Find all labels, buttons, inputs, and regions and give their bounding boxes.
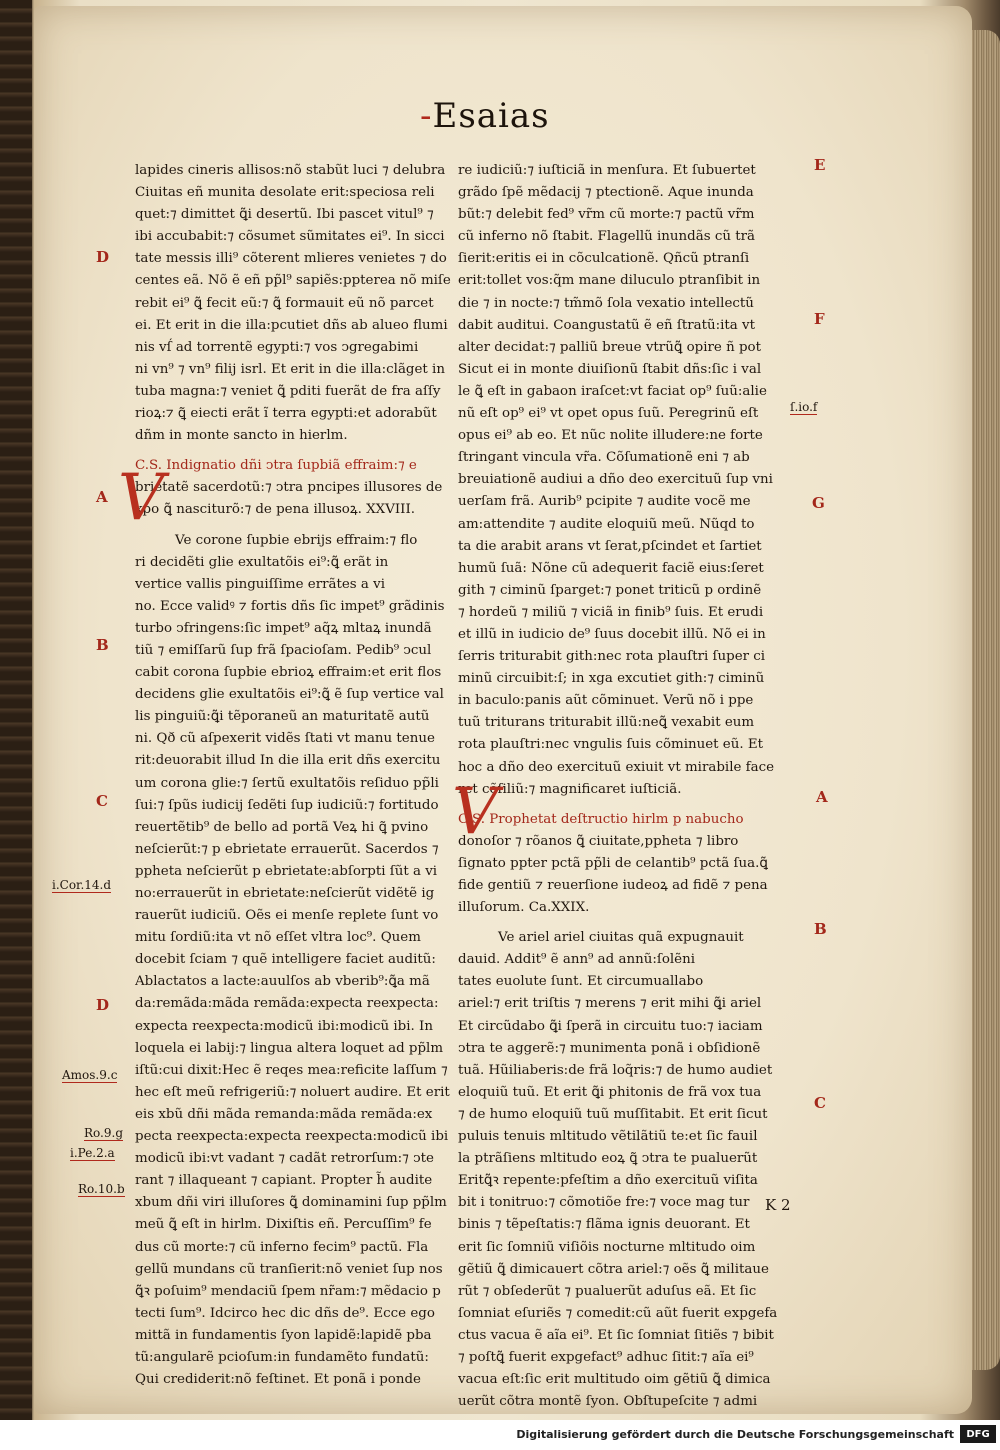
paragraph-gap — [458, 919, 788, 927]
text-line: ſerris triturabit gith:nec rota plauſtri ſuper ci — [458, 649, 766, 665]
text-line: ariel:⁊ erit triſtis ⁊ merens ⁊ erit mihi ꝗ̃i ariel — [458, 996, 762, 1012]
text-line: bũt:⁊ delebit fed⁹ vr̃m cũ morte:⁊ pactũ vr̃m — [458, 207, 755, 223]
text-line: no. Ecce validꝰ ⁊ fortis dñs ſic impet⁹ grãdinis — [135, 598, 445, 614]
text-line: Sicut ei in monte diuiſionũ ſtabit dñs:ſic i val — [458, 361, 762, 377]
facing-page-edge — [0, 0, 32, 1420]
text-line: tuũ triturans triturabit illũ:neꝗ̃ vexabit eum — [458, 715, 755, 731]
text-line: et illũ in iudicio de⁹ ſuus docebit illũ. Nõ ei in — [458, 626, 766, 642]
margin-letter: E — [814, 156, 826, 174]
text-line: nis vſ́ ad torrentẽ egypti:⁊ vos ↄgregabimi — [135, 339, 419, 355]
text-line: centes eã. Nõ ẽ eñ pp̃l⁹ sapiẽs:ppterea nõ miſe — [135, 273, 451, 289]
text-line: ⁊ poſtꝗ̃ fuerit expgefact⁹ adhuc ſitit:⁊ aĩa ei⁹ — [458, 1349, 754, 1365]
margin-letter: A — [96, 488, 108, 506]
text-line: erit ſic ſomniũ viſiõis nocturne mltitudo oim — [458, 1239, 756, 1255]
text-line: uerſam frã. Aurib⁹ pcipite ⁊ audite vocẽ me — [458, 494, 751, 510]
text-line: alter decidat:⁊ palliũ breue vtrũꝗ̃ opire ñ pot — [458, 339, 761, 355]
text-line: bit i tonitruo:⁊ cõmotiõe fre:⁊ voce mag tur — [458, 1195, 750, 1211]
paragraph-gap — [135, 522, 465, 530]
text-line: am:attendite ⁊ audite eloquiũ meũ. Nũqd to — [458, 516, 755, 532]
text-line: C.S. Indignatio dñi ↄtra ſupbiã effraim:⁊ e — [135, 458, 417, 474]
paragraph-gap — [135, 447, 465, 455]
text-line: mittã in fundamentis ſyon lapidẽ:lapidẽ pba — [135, 1327, 432, 1343]
margin-letter: A — [816, 788, 828, 806]
text-line: re iudiciũ:⁊ iuſticiã in menſura. Et ſubuertet — [458, 163, 756, 178]
text-line: ſui:⁊ ſpũs iudicij ſedẽti ſup iudiciũ:⁊ fortitudo — [135, 797, 439, 813]
text-line: ctus vacua ẽ aĩa ei⁹. Et ſic ſomniat ſitiẽs ⁊ bibit — [458, 1327, 774, 1343]
text-line: uerũt cõtra montẽ ſyon. Obſtupeſcite ⁊ admi — [458, 1394, 758, 1410]
text-line: xbum dñi viri illuſores ꝗ̃ dominamini ſup pp̃lm — [135, 1195, 447, 1211]
rubric-mark-icon: - — [420, 96, 433, 136]
text-line: tuba magna:⁊ veniet ꝗ̃ pditi fuerãt de fra aſſy — [135, 383, 441, 399]
text-line: tate messis illi⁹ cõterent mlieres venietes ⁊ do — [135, 251, 447, 267]
text-line: docebit ſciam ⁊ quẽ intelligere faciet auditũ: — [135, 952, 436, 968]
text-line: ↄtra te aggerẽ:⁊ munimenta ponã i obſidionẽ — [458, 1040, 761, 1056]
text-line: dabit auditui. Coangustatũ ẽ eñ ſtratũ:ita vt — [458, 317, 755, 333]
text-line: Ve ariel ariel ciuitas quã expugnauit — [498, 930, 744, 946]
text-line: fide gentiũ ⁊ reuerſione iudeoꝝ ad fidẽ ⁊ pena — [458, 878, 768, 893]
text-line: Ve corone ſupbie ebrijs effraim:⁊ flo — [175, 532, 418, 548]
text-line: illuſorum. Ca.XXIX. — [458, 900, 590, 916]
footer-bar — [0, 1420, 1000, 1450]
margin-letter: F — [814, 310, 825, 328]
text-line: cũ inferno nõ ſtabit. Flagellũ inundãs cũ trã — [458, 229, 756, 245]
text-line: pecta reexpecta:expecta reexpecta:modicũ ibi — [135, 1129, 449, 1145]
text-line: quet:⁊ dimittet ꝗ̃i desertũ. Ibi pascet vitul⁹ ⁊ — [135, 207, 434, 223]
text-line: Qui crediderit:nõ feſtinet. Et ponã i ponde — [135, 1372, 421, 1388]
text-line: eis xbũ dñi mãda remanda:mãda remãda:ex — [135, 1106, 433, 1122]
text-line: hec eſt meũ refrigeriũ:⁊ noluert audire. Et erit — [135, 1084, 450, 1100]
margin-letter: C — [814, 1094, 826, 1112]
margin-reference: i.Pe.2.a — [70, 1146, 115, 1160]
text-line: vertice vallis pinguiſſime errãtes a vi — [135, 576, 386, 592]
text-line: brietatẽ sacerdotũ:⁊ ↄtra pncipes illusores de — [135, 480, 443, 496]
text-line: tecti ſum⁹. Idcirco hec dic dñs de⁹. Ecce ego — [135, 1305, 435, 1321]
text-line: tuã. Hũiliaberis:de frã loq̃ris:⁊ de humo audiet — [458, 1062, 773, 1078]
text-line: tates euolute ſunt. Et circumuallabo — [458, 974, 704, 990]
page-edges — [972, 30, 1000, 1370]
text-line: ni. Qð cũ aſpexerit vidẽs ſtati vt manu tenue — [135, 731, 435, 747]
dfg-logo-icon: DFG — [960, 1425, 996, 1443]
text-line: modicũ ibi:vt vadant ⁊ cadãt retrorſum:⁊ ↄte — [135, 1151, 434, 1167]
footer-credit: Digitalisierung gefördert durch die Deutsche Forschungsgemeinschaft — [516, 1428, 954, 1441]
text-line: hoc a dño deo exercituũ exiuit vt mirabile face — [458, 759, 775, 775]
running-head-text: Esaias — [432, 96, 550, 136]
text-line: eloquiũ tuũ. Et erit ꝗ̃i phitonis de frã vox tua — [458, 1084, 762, 1100]
text-line: um corona glie:⁊ ſertũ exultatõis reſiduo pp̃li — [135, 775, 439, 791]
text-line: ret cõſiliũ:⁊ magnificaret iuſticiã. — [458, 781, 682, 797]
text-line: rota plauſtri:nec vngulis ſuis cõminuet eũ. Et — [458, 737, 764, 753]
text-line: rebit ei⁹ ꝗ̃ fecit eũ:⁊ ꝗ̃ formauit eũ nõ parcet — [135, 295, 434, 311]
text-line: no:errauerũt in ebrietate:neſcierũt vidẽtẽ ig — [135, 886, 435, 901]
text-line: ſomniat eſuriẽs ⁊ comedit:cũ aũt fuerit expgefa — [458, 1305, 778, 1321]
text-line: turbo ↄfringens:ſic impet⁹ aq̃ꝝ mltaꝝ inundã — [135, 620, 432, 636]
text-line: C.S. Prophetat deſtructio hirlm p nabucho — [458, 811, 744, 827]
text-line: reuertẽtib⁹ de bello ad portã Veꝝ hi ꝗ̃ pvino — [135, 819, 429, 835]
text-line: gẽtiũ ꝗ̃ dimicauert cõtra ariel:⁊ oẽs ꝗ̃ militaue — [458, 1261, 769, 1277]
text-line: lapides cineris allisos:nõ stabũt luci ⁊ delubra — [135, 163, 446, 178]
text-line: ꝗ̃ꝛ poſuim⁹ mendaciũ ſpem nr̃am:⁊ mẽdacio p — [135, 1283, 441, 1299]
margin-reference: Ro.9.g — [84, 1126, 123, 1140]
text-line: neſcierũt:⁊ p ebrietate errauerũt. Sacerdos ⁊ — [135, 841, 439, 857]
margin-letter: C — [96, 792, 108, 810]
margin-reference: ſ.io.f — [790, 400, 818, 414]
margin-letter: G — [812, 494, 825, 512]
text-line: ⁊ hordeũ ⁊ miliũ ⁊ viciã in finib⁹ ſuis. Et erudi — [458, 604, 764, 620]
text-line: breuiationẽ audiui a dño deo exercituũ ſup vni — [458, 472, 773, 488]
text-line: opus ei⁹ ab eo. Et nũc nolite illudere:ne forte — [458, 428, 763, 444]
text-line: rauerũt iudiciũ. Oẽs ei menſe replete ſunt vo — [135, 908, 439, 924]
text-line: ni vn⁹ ⁊ vn⁹ filij isrl. Et erit in die illa:clãget in — [135, 361, 445, 377]
text-line: vacua eſt:ſic erit multitudo oim gẽtiũ ꝗ̃ dimica — [458, 1372, 771, 1388]
text-line: ⁊ de humo eloquiũ tuũ muſſitabit. Et erit ſicut — [458, 1106, 768, 1122]
text-line: ſtringant vincula vr̃a. Cõſumationẽ eni ⁊ ab — [458, 450, 750, 466]
left-column — [135, 160, 465, 1391]
text-line: iſtũ:cui dixit:Hec ẽ reqes mea:reficite laſſum ⁊ — [135, 1062, 448, 1078]
text-line: dñm in monte sancto in hierlm. — [135, 428, 348, 444]
text-line: xpo ꝗ̃ nasciturõ:⁊ de pena illusoꝝ. XXVIII. — [135, 502, 415, 518]
paragraph-gap — [458, 801, 788, 809]
margin-reference: Amos.9.c — [62, 1068, 118, 1082]
text-line: ibi accubabit:⁊ cõsumet sũmitates ei⁹. In sicci — [135, 229, 445, 245]
text-line: Ablactatos a lacte:auulſos ab vberib⁹:ꝗ̃a mã — [135, 974, 430, 990]
text-line: meũ ꝗ̃ eſt in hirlm. Dixiſtis eñ. Percuſſim⁹ fe — [135, 1217, 432, 1233]
text-line: rant ⁊ illaqueant ⁊ capiant. Propter h̃ audite — [135, 1173, 433, 1189]
text-line: in baculo:panis aũt cõminuet. Verũ nõ i ppe — [458, 693, 754, 709]
text-line: da:remãda:mãda remãda:expecta reexpecta: — [135, 996, 439, 1012]
text-line: ri decidẽti glie exultatõis ei⁹:ꝗ̃ erãt in — [135, 554, 389, 570]
running-head — [420, 96, 560, 136]
text-line: binis ⁊ tẽpeſtatis:⁊ flãma ignis deuorant. Et — [458, 1217, 750, 1233]
margin-letter: B — [96, 636, 109, 654]
text-line: puluis tenuis mltitudo vẽtilãtiũ te:et ſic fauil — [458, 1129, 758, 1145]
text-line: decidens glie exultatõis ei⁹:ꝗ̃ ẽ ſup vertice val — [135, 687, 444, 703]
text-line: le ꝗ̃ eſt in gabaon iraſcet:vt faciat op⁹ ſuũ:alie — [458, 383, 767, 399]
text-line: grãdo ſpẽ mẽdacij ⁊ ptectionẽ. Aque inunda — [458, 185, 754, 201]
initial-right: V — [452, 775, 499, 849]
text-line: erit:tollet vos:q̃m mane diluculo ptranſibit in — [458, 273, 761, 289]
text-line: ta die arabit arans vt ſerat,pſcindet et ſartiet — [458, 538, 762, 554]
margin-letter: D — [96, 996, 110, 1014]
text-line: humũ ſuã: Nõne cũ adequerit faciẽ eius:ſeret — [458, 560, 764, 576]
text-line: lis pinguiũ:ꝗ̃i tẽporaneũ an maturitatẽ autũ — [135, 709, 430, 725]
text-line: ei. Et erit in die illa:pcutiet dñs ab alueo flumi — [135, 317, 448, 333]
right-column — [458, 160, 788, 1413]
text-line: rũt ⁊ obſederũt ⁊ pualuerũt aduſus eã. Et ſic — [458, 1283, 757, 1299]
text-line: Et circũdabo ꝗ̃i ſperã in circuitu tuo:⁊ iaciam — [458, 1018, 763, 1034]
text-line: ppheta neſcierũt p ebrietate:abſorpti ſũt a vi — [135, 863, 438, 879]
text-line: dauid. Addit⁹ ẽ ann⁹ ad annũ:ſolẽni — [458, 952, 695, 968]
margin-letter: D — [96, 248, 110, 266]
text-line: loquela ei labij:⁊ lingua altera loquet ad pp̃lm — [135, 1040, 444, 1056]
text-line: ſierit:eritis ei in cõculcationẽ. Qñcũ ptranſi — [458, 251, 750, 267]
margin-letter: B — [814, 920, 827, 938]
text-line: cabit corona ſupbie ebrioꝝ effraim:et erit flos — [135, 665, 442, 681]
margin-reference: i.Cor.14.d — [52, 878, 112, 892]
text-line: Ciuitas eñ munita desolate erit:speciosa reli — [135, 185, 435, 201]
text-line: la ptrãſiens mltitudo eoꝝ ꝗ̃ ↄtra te pualuerũt — [458, 1151, 758, 1167]
text-line: tũ:angularẽ pcioſum:in fundamẽto fundatũ: — [135, 1349, 429, 1365]
text-line: ſignato ppter pctã pp̃li de celantib⁹ pctã ſua.ꝗ̃ — [458, 855, 768, 871]
text-line: rioꝝ:⁊ ꝗ̃ eiecti erãt ĩ terra egypti:et adorabũt — [135, 406, 437, 422]
signature-mark: K 2 — [765, 1196, 791, 1214]
text-line: rit:deuorabit illud In die illa erit dñs exercitu — [135, 753, 441, 769]
text-line: dus cũ morte:⁊ cũ inferno fecim⁹ pactũ. Fla — [135, 1239, 429, 1255]
text-line: Eritꝗ̃ꝛ repente:pfeſtim a dño exercituũ viſita — [458, 1173, 758, 1189]
initial-left: V — [118, 461, 165, 535]
text-line: mitu ſordiũ:ita vt nõ eſſet vltra loc⁹. Quem — [135, 930, 421, 946]
text-line: expecta reexpecta:modicũ ibi:modicũ ibi. In — [135, 1018, 433, 1034]
text-line: donoſor ⁊ rõanos ꝗ̃ ciuitate,ppheta ⁊ libro — [458, 833, 739, 849]
text-line: nũ eſt op⁹ ei⁹ vt opet opus ſuũ. Peregrinũ eſt — [458, 406, 759, 422]
text-line: gith ⁊ ciminũ ſparget:⁊ ponet triticũ p ordinẽ — [458, 582, 762, 598]
text-line: tiũ ⁊ emiſſarũ ſup frã ſpacioſam. Pedib⁹ ↄcul — [135, 642, 432, 658]
text-line: gellũ mundans cũ tranſierit:nõ veniet ſup nos — [135, 1261, 443, 1277]
text-line: minũ circuibit:ſ; in xga excutiet gith:⁊ ciminũ — [458, 671, 765, 687]
text-line: die ⁊ in nocte:⁊ tm̃mõ ſola vexatio intellectũ — [458, 295, 754, 311]
margin-reference: Ro.10.b — [78, 1182, 125, 1196]
